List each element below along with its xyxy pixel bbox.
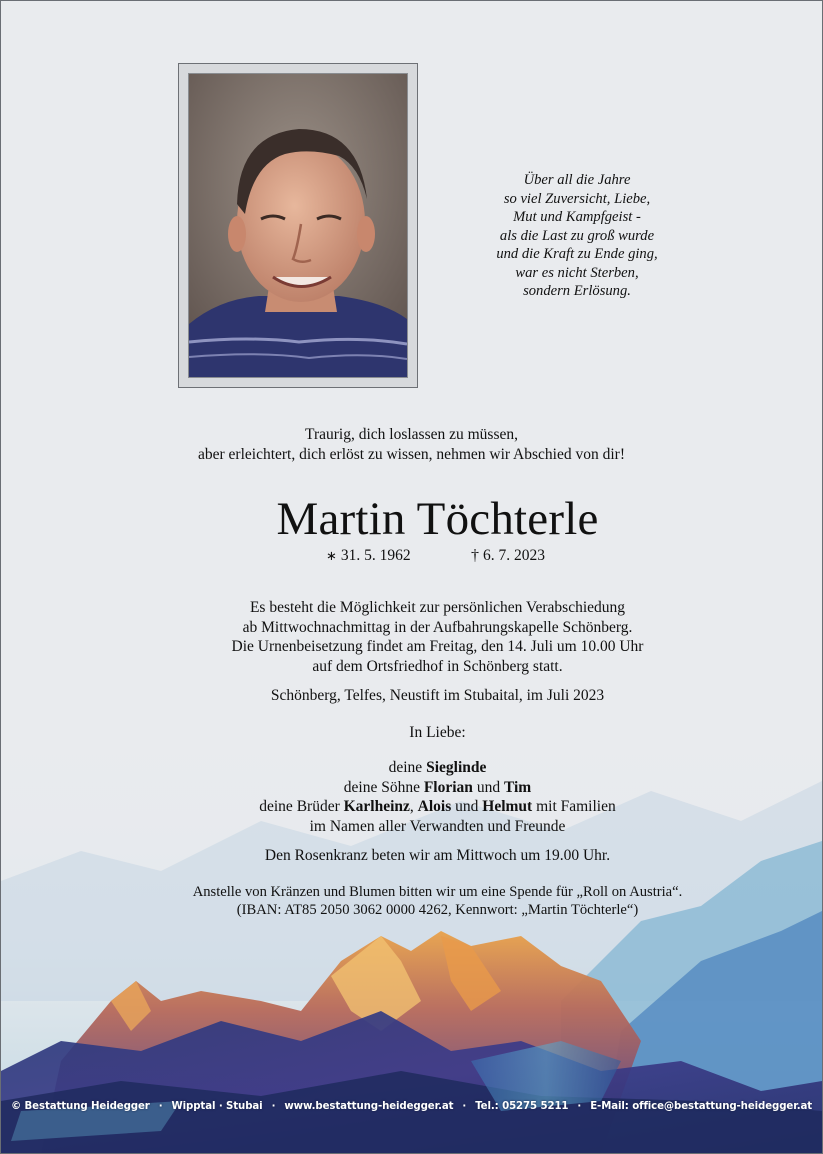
poem-line: sondern Erlösung. xyxy=(523,283,631,299)
mourner-name: Karlheinz xyxy=(343,798,410,815)
footer-separator: · xyxy=(158,1101,163,1112)
mourner-joiner: , xyxy=(409,798,418,815)
mourners-list xyxy=(1,758,823,836)
mourner-wife xyxy=(1,758,823,778)
footer-website-link[interactable]: www.bestattung-heidegger.at xyxy=(284,1101,454,1112)
death-date-value: 6. 7. 2023 xyxy=(483,547,545,564)
birth-date xyxy=(326,546,411,566)
farewell-info xyxy=(1,598,823,676)
poem-line: Über all die Jahre xyxy=(523,172,631,188)
death-date xyxy=(471,546,545,566)
mourner-name: Tim xyxy=(503,778,532,796)
intro-text xyxy=(1,425,822,465)
portrait-photo xyxy=(188,73,408,378)
place-date: Schönberg, Telfes, Neustift im Stubaital, im Juli 2023 xyxy=(270,687,605,704)
footer-separator: · xyxy=(577,1101,582,1112)
intro-line: Traurig, dich loslassen zu müssen, xyxy=(305,426,518,443)
poem-line: war es nicht Sterben, xyxy=(515,264,639,281)
photo-frame xyxy=(178,63,418,388)
farewell-line: auf dem Ortsfriedhof in Schönberg statt. xyxy=(312,657,563,675)
footer-email-link[interactable]: E-Mail: office@bestattung-heidegger.at xyxy=(590,1101,813,1112)
mourner-prefix: deine xyxy=(388,759,427,776)
birth-star-icon: ∗ xyxy=(326,548,337,563)
poem-line: Mut und Kampfgeist - xyxy=(513,209,641,225)
farewell-line: Die Urnenbeisetzung findet am Freitag, den 14. Juli um 10.00 Uhr xyxy=(231,638,644,655)
intro-line: aber erleichtert, dich erlöst zu wissen, nehmen wir Abschied von dir! xyxy=(198,446,625,463)
mourner-sons xyxy=(1,778,823,798)
mourner-name: Alois xyxy=(417,798,452,815)
donation-line: (IBAN: AT85 2050 3062 0000 4262, Kennwort: „Martin Töchterle“) xyxy=(236,902,639,918)
poem-line: so viel Zuversicht, Liebe, xyxy=(503,190,651,207)
mourner-suffix: mit Familien xyxy=(532,798,616,815)
donation-line: Anstelle von Kränzen und Blumen bitten wir um eine Spende für „Roll on Austria“. xyxy=(192,884,683,900)
footer-separator: · xyxy=(462,1101,467,1112)
farewell-line: Es besteht die Möglichkeit zur persönlichen Verabschiedung xyxy=(249,599,626,616)
mourner-relatives: im Namen aller Verwandten und Freunde xyxy=(309,817,566,835)
mourner-name: Helmut xyxy=(482,798,533,815)
footer-phone[interactable]: Tel.: 05275 5211 xyxy=(475,1101,569,1112)
portrait-illustration xyxy=(189,74,407,377)
footer-region: Wipptal · Stubai xyxy=(171,1101,263,1112)
in-love-heading: In Liebe: xyxy=(409,724,466,741)
poem xyxy=(461,171,693,301)
rosary-notice: Den Rosenkranz beten wir am Mittwoch um 19.00 Uhr. xyxy=(264,847,611,864)
farewell-line: ab Mittwochnachmittag in der Aufbahrungskapelle Schönberg. xyxy=(242,618,633,636)
donation-notice xyxy=(1,883,823,919)
footer-contact xyxy=(1,1101,822,1112)
mourner-joiner: und xyxy=(472,778,504,796)
mourner-joiner: und xyxy=(451,798,483,815)
birth-date-value: 31. 5. 1962 xyxy=(340,547,411,564)
mourner-name: Florian xyxy=(423,778,473,796)
footer-separator: · xyxy=(271,1101,276,1112)
mourner-prefix: deine Brüder xyxy=(259,798,344,815)
mourner-brothers xyxy=(1,797,823,817)
poem-line: als die Last zu groß wurde xyxy=(499,227,655,244)
mourner-name: Sieglinde xyxy=(426,759,487,776)
death-cross-icon: † xyxy=(471,547,479,564)
deceased-name: Martin Töchterle xyxy=(276,493,599,545)
poem-line: und die Kraft zu Ende ging, xyxy=(496,246,658,262)
mourner-prefix: deine Söhne xyxy=(343,778,424,796)
footer-company: © Bestattung Heidegger xyxy=(10,1101,150,1112)
